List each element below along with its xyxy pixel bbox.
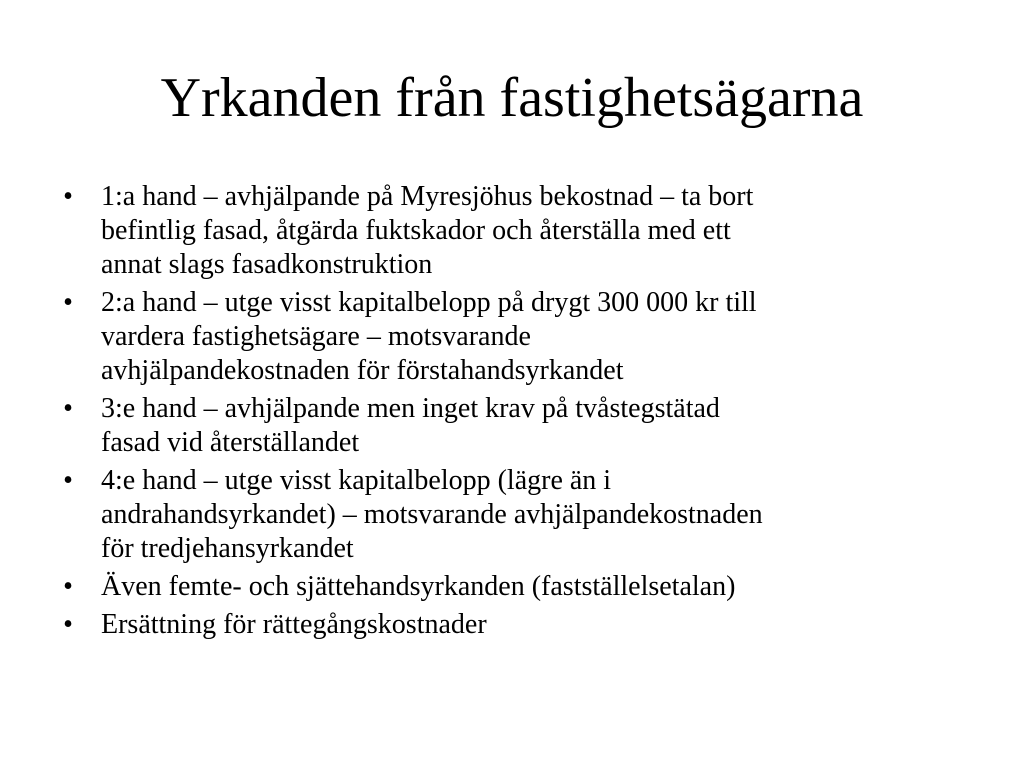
bullet-marker: • xyxy=(63,181,73,212)
bullet-line: Ersättning för rättegångskostnader xyxy=(101,609,487,640)
bullet-item-4 xyxy=(56,464,956,566)
bullet-item-1 xyxy=(56,180,956,282)
bullet-marker: • xyxy=(63,609,73,640)
bullet-line: andrahandsyrkandet) – motsvarande avhjälpandekostnaden xyxy=(101,499,763,530)
bullet-line: 4:e hand – utge visst kapitalbelopp (lägre än i xyxy=(101,465,612,496)
bullet-marker: • xyxy=(63,571,73,602)
bullet-item-6 xyxy=(56,608,956,642)
bullet-marker: • xyxy=(63,465,73,496)
bullet-line: för tredjehansyrkandet xyxy=(101,533,354,564)
slide-title: Yrkanden från fastighetsägarna xyxy=(160,67,864,129)
bullet-line: fasad vid återställandet xyxy=(101,427,360,458)
bullet-line: 2:a hand – utge visst kapitalbelopp på drygt 300 000 kr till xyxy=(101,287,757,318)
bullet-line: annat slags fasadkonstruktion xyxy=(101,249,433,280)
bullet-line: befintlig fasad, åtgärda fuktskador och återställa med ett xyxy=(101,215,731,246)
bullet-line: vardera fastighetsägare – motsvarande xyxy=(101,321,531,352)
bullet-list xyxy=(56,180,956,646)
bullet-item-2 xyxy=(56,286,956,388)
bullet-line: Även femte- och sjättehandsyrkanden (fastställelsetalan) xyxy=(101,571,736,602)
bullet-marker: • xyxy=(63,287,73,318)
bullet-item-5 xyxy=(56,570,956,604)
bullet-marker: • xyxy=(63,393,73,424)
bullet-line: avhjälpandekostnaden för förstahandsyrkandet xyxy=(101,355,624,386)
bullet-line: 3:e hand – avhjälpande men inget krav på tvåstegstätad xyxy=(101,393,720,424)
bullet-line: 1:a hand – avhjälpande på Myresjöhus bekostnad – ta bort xyxy=(101,181,754,212)
bullet-item-3 xyxy=(56,392,956,460)
